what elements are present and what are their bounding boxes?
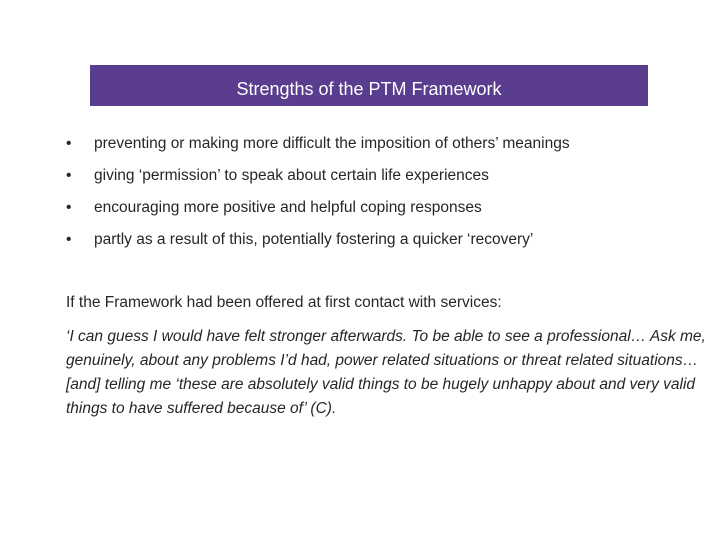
bullet-list [66,134,706,262]
bullet-marker: • [66,167,72,184]
bullet-text: preventing or making more difficult the imposition of others’ meanings [94,135,570,152]
bullet-item [66,134,706,166]
slide-title: Strengths of the PTM Framework [90,65,648,106]
bullet-marker: • [66,135,72,152]
bullet-marker: • [66,231,72,248]
bullet-text: partly as a result of this, potentially fostering a quicker ‘recovery’ [94,231,534,248]
bullet-item [66,166,706,198]
bullet-marker: • [66,199,72,216]
participant-quote: ‘I can guess I would have felt stronger afterwards. To be able to see a professional… Ask me, genuinely, about any problems I’d had, power related situations or threat related situations… [and] telling me ‘these are absolutely valid things to be hugely unhappy about and very valid things to have suffered because of’ (C). [66,328,706,417]
bullet-item [66,198,706,230]
bullet-text: giving ‘permission’ to speak about certain life experiences [94,167,489,184]
bullet-text: encouraging more positive and helpful coping responses [94,199,482,216]
intro-text: If the Framework had been offered at first contact with services: [66,294,502,311]
bullet-item [66,230,706,262]
